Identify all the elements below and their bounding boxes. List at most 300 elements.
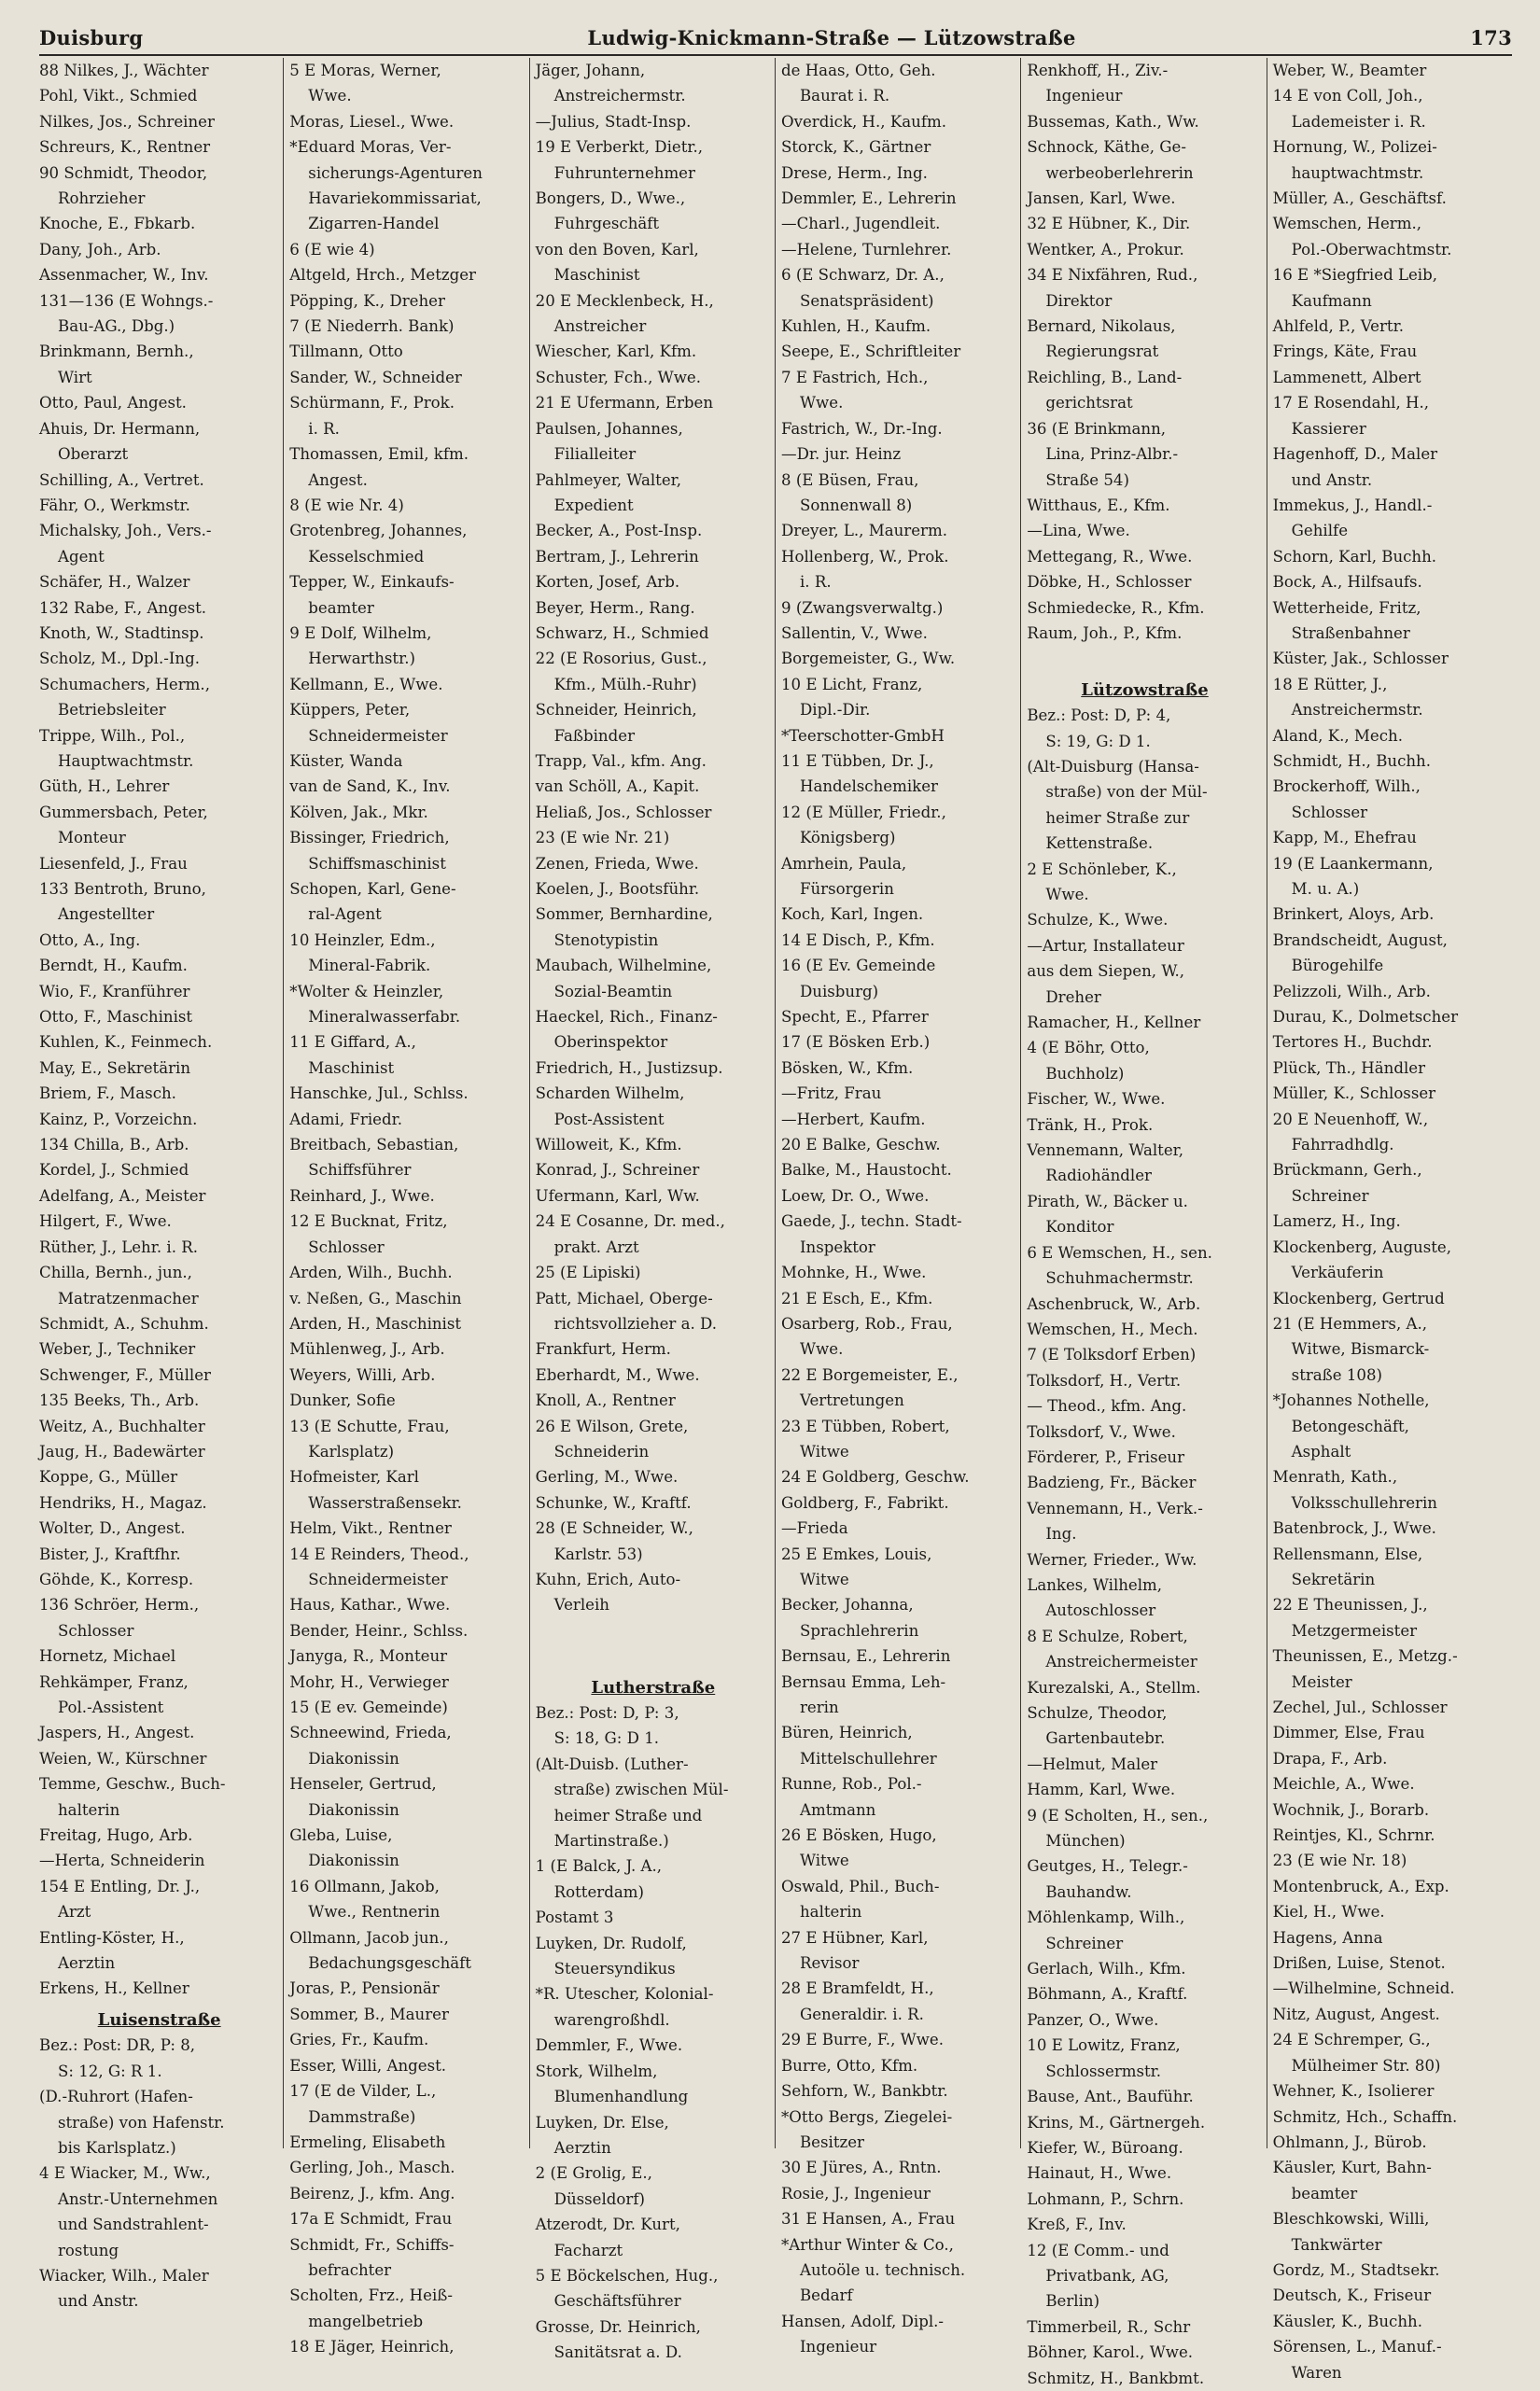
directory-entry: Zigarren-Handel xyxy=(308,215,440,233)
directory-entry: —Wilhelmine, Schneid. xyxy=(1272,1979,1455,1998)
directory-entry: Pohl, Vikt., Schmied xyxy=(39,87,198,105)
directory-entry: Bedachungsgeschäft xyxy=(308,1954,471,1973)
directory-entry: Oswald, Phil., Buch- xyxy=(780,1877,940,1895)
directory-entry: Gummersbach, Peter, xyxy=(39,803,208,821)
directory-entry: warengroßhdl. xyxy=(553,2010,670,2029)
directory-entry: Bedarf xyxy=(799,2286,853,2305)
directory-entry: —Dr. jur. Heinz xyxy=(780,445,902,464)
directory-entry: Brandscheidt, August, xyxy=(1272,930,1448,949)
directory-entry: Fischer, W., Wwe. xyxy=(1027,1090,1166,1109)
directory-entry: Schneidermeister xyxy=(308,1570,448,1588)
directory-entry: Rehkämper, Franz, xyxy=(39,1672,189,1691)
directory-entry: (D.-Ruhrort (Hafen- xyxy=(39,2088,193,2106)
directory-entry: Seepe, E., Schriftleiter xyxy=(780,343,961,361)
directory-entry: Ing. xyxy=(1045,1525,1077,1544)
directory-entry: —Frieda xyxy=(780,1519,848,1538)
directory-entry: *Teerschotter-GmbH xyxy=(780,726,945,745)
directory-entry: 6 E Wemschen, H., sen. xyxy=(1027,1243,1212,1262)
directory-entry: Witwe xyxy=(799,1852,849,1870)
directory-entry: Straße 54) xyxy=(1045,470,1129,489)
directory-entry: Stenotypistin xyxy=(553,930,659,949)
directory-entry: 11 E Giffard, A., xyxy=(289,1033,416,1052)
directory-entry: Aland, K., Mech. xyxy=(1272,726,1404,745)
directory-entry: Temme, Geschw., Buch- xyxy=(39,1775,226,1794)
directory-entry: Kaufmann xyxy=(1291,291,1372,310)
directory-entry: Mineral-Fabrik. xyxy=(308,957,431,975)
directory-entry: 7 (E Tolksdorf Erben) xyxy=(1027,1346,1197,1364)
directory-entry: Tolksdorf, H., Vertr. xyxy=(1027,1371,1182,1390)
directory-entry: Rosie, J., Ingenieur xyxy=(780,2184,931,2202)
directory-entry: Dreher xyxy=(1045,987,1101,1006)
directory-entry: von den Boven, Karl, xyxy=(535,240,699,259)
directory-entry: Generaldir. i. R. xyxy=(799,2005,924,2023)
directory-entry: Betriebsleiter xyxy=(58,701,166,720)
directory-entry: Jaspers, H., Angest. xyxy=(39,1724,195,1742)
directory-entry: Nilkes, Jos., Schreiner xyxy=(39,112,215,131)
directory-entry: Eberhardt, M., Wwe. xyxy=(535,1365,700,1384)
directory-entry: Tränk, H., Prok. xyxy=(1027,1115,1154,1134)
directory-entry: Briem, F., Masch. xyxy=(39,1084,176,1103)
directory-entry: Knoth, W., Stadtinsp. xyxy=(39,623,204,642)
directory-entry: Facharzt xyxy=(553,2241,623,2259)
directory-entry: Kainz, P., Vorzeichn. xyxy=(39,1110,198,1128)
directory-entry: Verkäuferin xyxy=(1291,1264,1384,1282)
directory-entry: Weien, W., Kürschner xyxy=(39,1749,207,1768)
directory-entry: Trapp, Val., kfm. Ang. xyxy=(535,751,707,770)
directory-entry: Scholz, M., Dpl.-Ing. xyxy=(39,650,201,668)
directory-entry: Mohr, H., Verwieger xyxy=(289,1672,449,1691)
directory-entry: 7 (E Niederrh. Bank) xyxy=(289,317,455,336)
directory-entry: Haeckel, Rich., Finanz- xyxy=(535,1008,718,1027)
directory-entry: halterin xyxy=(58,1800,120,1819)
directory-entry: Bau-AG., Dbg.) xyxy=(58,317,175,336)
directory-entry: Ermeling, Elisabeth xyxy=(289,2132,446,2151)
directory-entry: Privatbank, AG, xyxy=(1045,2266,1169,2285)
directory-entry: Baurat i. R. xyxy=(799,87,890,105)
directory-entry: Lamerz, H., Ing. xyxy=(1272,1212,1401,1231)
directory-entry: Jaug, H., Badewärter xyxy=(39,1442,205,1461)
directory-entry: S: 18, G: D 1. xyxy=(553,1729,660,1748)
directory-entry: 15 (E ev. Gemeinde) xyxy=(289,1699,448,1716)
directory-entry: Oberinspektor xyxy=(553,1033,668,1052)
directory-entry: Weyers, Willi, Arb. xyxy=(289,1365,436,1384)
column-1 xyxy=(39,58,283,2311)
directory-entry: Kiefer, W., Büroang. xyxy=(1027,2138,1183,2157)
directory-entry: Breitbach, Sebastian, xyxy=(289,1136,459,1154)
directory-entry: Hagens, Anna xyxy=(1272,1928,1383,1947)
directory-entry: Drißen, Luise, Stenot. xyxy=(1272,1954,1446,1973)
directory-entry: Betongeschäft, xyxy=(1291,1417,1409,1435)
directory-entry: 1 (E Balck, J. A., xyxy=(535,1857,663,1876)
directory-entry: Brockerhoff, Wilh., xyxy=(1272,777,1421,796)
directory-entry: 21 E Esch, E., Kfm. xyxy=(780,1289,933,1307)
directory-entry: Schäfer, H., Walzer xyxy=(39,573,190,592)
directory-entry: Aerztin xyxy=(58,1954,116,1973)
directory-entry: Havariekommissariat, xyxy=(308,189,482,208)
directory-entry: Brückmann, Gerh., xyxy=(1272,1161,1422,1180)
directory-entry: Schmidt, H., Buchh. xyxy=(1272,751,1432,770)
directory-entry: Hainaut, H., Wwe. xyxy=(1027,2164,1172,2183)
directory-entry: —Lina, Wwe. xyxy=(1027,522,1130,540)
directory-entry: S: 12, G: R 1. xyxy=(58,2062,162,2080)
directory-entry: Brinkert, Aloys, Arb. xyxy=(1272,905,1435,924)
directory-entry: *Arthur Winter & Co., xyxy=(780,2235,954,2254)
directory-entry: aus dem Siepen, W., xyxy=(1027,962,1185,981)
directory-entry: Besitzer xyxy=(799,2132,864,2151)
directory-entry: Hendriks, H., Magaz. xyxy=(39,1493,207,1512)
directory-entry: Arzt xyxy=(58,1903,91,1922)
directory-entry: Drapa, F., Arb. xyxy=(1272,1749,1388,1768)
directory-entry: Autoschlosser xyxy=(1045,1601,1156,1620)
directory-entry: Werner, Frieder., Ww. xyxy=(1027,1550,1197,1569)
directory-entry: Schilling, A., Vertret. xyxy=(39,470,204,489)
directory-entry: 17 E Rosendahl, H., xyxy=(1272,394,1430,412)
directory-entry: v. Neßen, G., Maschin xyxy=(289,1289,462,1307)
directory-entry: Lankes, Wilhelm, xyxy=(1027,1575,1163,1594)
directory-entry: 90 Schmidt, Theodor, xyxy=(39,163,208,182)
directory-entry: 133 Bentroth, Bruno, xyxy=(39,880,206,898)
directory-entry: 28 E Bramfeldt, H., xyxy=(780,1979,934,1998)
directory-entry: Demmler, F., Wwe. xyxy=(535,2036,683,2055)
directory-entry: de Haas, Otto, Geh. xyxy=(780,62,936,79)
directory-entry: 26 E Bösken, Hugo, xyxy=(780,1826,937,1845)
directory-entry: 23 E Tübben, Robert, xyxy=(780,1417,950,1435)
directory-entry: 10 E Licht, Franz, xyxy=(780,675,923,693)
directory-entry: Blumenhandlung xyxy=(553,2088,689,2106)
directory-entry: Rüther, J., Lehr. i. R. xyxy=(39,1237,199,1256)
directory-entry: halterin xyxy=(799,1903,862,1922)
directory-entry: *Otto Bergs, Ziegelei- xyxy=(780,2107,953,2126)
directory-entry: Mülheimer Str. 80) xyxy=(1291,2056,1441,2075)
directory-entry: Aerztin xyxy=(553,2138,611,2157)
directory-entry: Schmiedecke, R., Kfm. xyxy=(1027,598,1205,617)
directory-entry: 8 (E Büsen, Frau, xyxy=(780,470,919,489)
directory-entry: Friedrich, H., Justizsup. xyxy=(535,1058,723,1077)
directory-entry: Bernsau, E., Lehrerin xyxy=(780,1647,951,1666)
directory-entry: 20 E Mecklenbeck, H., xyxy=(535,291,714,310)
directory-entry: 18 E Jäger, Heinrich, xyxy=(289,2338,455,2356)
directory-entry: Thomassen, Emil, kfm. xyxy=(289,445,469,464)
directory-entry: sicherungs-Agenturen xyxy=(308,163,483,182)
directory-entry: Zenen, Frieda, Wwe. xyxy=(535,854,699,873)
directory-entry: Knoche, E., Fbkarb. xyxy=(39,215,196,233)
directory-entry: Postamt 3 xyxy=(535,1909,614,1927)
directory-entry: Döbke, H., Schlosser xyxy=(1027,573,1192,592)
directory-entry: Deutsch, K., Friseur xyxy=(1272,2286,1432,2305)
directory-entry: Kellmann, E., Wwe. xyxy=(289,675,443,693)
directory-entry: Vennemann, H., Verk.- xyxy=(1027,1499,1203,1517)
directory-entry: Runne, Rob., Pol.- xyxy=(780,1775,922,1794)
directory-entry: Ingenieur xyxy=(1045,87,1123,105)
directory-entry: Schorn, Karl, Buchh. xyxy=(1272,547,1437,566)
directory-entry: Dany, Joh., Arb. xyxy=(39,240,161,259)
directory-entry: Maschinist xyxy=(308,1058,395,1077)
directory-entry: Balke, M., Haustocht. xyxy=(780,1161,952,1180)
directory-entry: Diakonissin xyxy=(308,1852,399,1870)
directory-entry: Hofmeister, Karl xyxy=(289,1468,419,1487)
directory-entry: Kordel, J., Schmied xyxy=(39,1161,189,1180)
directory-entry: Renkhoff, H., Ziv.- xyxy=(1027,62,1169,79)
directory-entry: Haus, Kathar., Wwe. xyxy=(289,1596,451,1615)
directory-entry: Gries, Fr., Kaufm. xyxy=(289,2031,429,2049)
directory-entry: 14 E Reinders, Theod., xyxy=(289,1545,469,1563)
directory-entry: Pelizzoli, Wilh., Arb. xyxy=(1272,982,1431,1000)
directory-entry: Expedient xyxy=(553,496,634,514)
directory-entry: 22 E Borgemeister, E., xyxy=(780,1365,959,1384)
directory-entry: Meister xyxy=(1291,1672,1352,1691)
directory-entry: Geutges, H., Telegr.- xyxy=(1027,1857,1188,1876)
directory-entry: Trippe, Wilh., Pol., xyxy=(39,726,186,745)
directory-entry: Witwe, Bismarck- xyxy=(1291,1340,1430,1359)
directory-entry: Reinhard, J., Wwe. xyxy=(289,1186,435,1205)
directory-entry: Vennemann, Walter, xyxy=(1027,1141,1184,1160)
directory-entry: Möhlenkamp, Wilh., xyxy=(1027,1909,1185,1927)
directory-entry: 24 E Goldberg, Geschw. xyxy=(780,1468,970,1487)
directory-entry: Stork, Wilhelm, xyxy=(535,2062,658,2080)
directory-entry: i. R. xyxy=(308,419,340,438)
directory-entry: Jansen, Karl, Wwe. xyxy=(1027,189,1176,208)
directory-entry: 131—136 (E Wohngs.- xyxy=(39,291,214,310)
directory-entry: Gaede, J., techn. Stadt- xyxy=(780,1212,962,1231)
directory-entry: ral-Agent xyxy=(308,905,382,924)
directory-entry: Witthaus, E., Kfm. xyxy=(1027,496,1170,514)
directory-entry: Monteur xyxy=(58,829,126,847)
directory-entry: Schneewind, Frieda, xyxy=(289,1724,452,1742)
header-street-range: Ludwig-Knickmann-Straße — Lützowstraße xyxy=(587,26,1076,49)
directory-entry: Panzer, O., Wwe. xyxy=(1027,2010,1159,2029)
directory-entry: Goldberg, F., Fabrikt. xyxy=(780,1493,949,1512)
directory-entry: Mineralwasserfabr. xyxy=(308,1008,461,1027)
directory-entry: Jäger, Johann, xyxy=(535,62,646,79)
directory-entry: Schlosser xyxy=(308,1237,385,1256)
directory-entry: beamter xyxy=(1291,2184,1358,2202)
directory-entry: Bongers, D., Wwe., xyxy=(535,189,686,208)
directory-entry: Hagenhoff, D., Maler xyxy=(1272,445,1438,464)
directory-entry: Kapp, M., Ehefrau xyxy=(1272,829,1417,847)
directory-entry: Witwe xyxy=(799,1442,849,1461)
directory-entry: Schuhmachermstr. xyxy=(1045,1269,1194,1288)
directory-entry: Wwe. xyxy=(799,394,844,412)
directory-entry: Kuhlen, H., Kaufm. xyxy=(780,317,931,336)
directory-entry: Grotenbreg, Johannes, xyxy=(289,522,468,540)
directory-entry: Schulze, K., Wwe. xyxy=(1027,911,1169,930)
directory-entry: Mühlenweg, J., Arb. xyxy=(289,1340,445,1359)
directory-entry: Kiel, H., Wwe. xyxy=(1272,1903,1385,1922)
directory-entry: Luyken, Dr. Else, xyxy=(535,2113,669,2132)
directory-entry: 5 E Böckelschen, Hug., xyxy=(535,2266,719,2285)
directory-entry: Küppers, Peter, xyxy=(289,701,411,720)
directory-entry: gerichtsrat xyxy=(1045,394,1133,412)
directory-entry: Paulsen, Johannes, xyxy=(535,419,683,438)
directory-entry: Karlstr. 53) xyxy=(553,1545,643,1563)
directory-entry: Hansen, Adolf, Dipl.- xyxy=(780,2312,945,2330)
directory-entry: Sommer, B., Maurer xyxy=(289,2005,449,2023)
directory-entry: Schmidt, A., Schuhm. xyxy=(39,1314,209,1333)
directory-entry: befrachter xyxy=(308,2260,392,2279)
directory-entry: Bez.: Post: D, P: 4, xyxy=(1027,706,1171,725)
directory-entry: Wolter, D., Angest. xyxy=(39,1519,186,1538)
directory-entry: Radiohändler xyxy=(1045,1167,1152,1185)
directory-entry: 136 Schröer, Herm., xyxy=(39,1596,200,1615)
directory-entry: 2 (E Grolig, E., xyxy=(535,2164,652,2183)
directory-entry: Rellensmann, Else, xyxy=(1272,1545,1423,1563)
directory-entry: Dunker, Sofie xyxy=(289,1391,396,1410)
directory-entry: Schulze, Theodor, xyxy=(1027,1704,1168,1722)
directory-entry: 8 E Schulze, Robert, xyxy=(1027,1627,1188,1645)
directory-entry: Ahlfeld, P., Vertr. xyxy=(1272,317,1404,336)
directory-entry: Tankwärter xyxy=(1291,2235,1382,2254)
directory-entry: Angestellter xyxy=(58,905,155,924)
column-2 xyxy=(283,58,528,2356)
directory-entry: Wentker, A., Prokur. xyxy=(1027,240,1184,259)
directory-entry: Tillmann, Otto xyxy=(289,343,403,361)
directory-entry: Verleih xyxy=(553,1596,609,1615)
directory-entry: Loew, Dr. O., Wwe. xyxy=(780,1186,930,1205)
directory-entry: Brinkmann, Bernh., xyxy=(39,343,194,361)
directory-entry: straße) zwischen Mül- xyxy=(553,1781,729,1799)
directory-entry: hauptwachtmstr. xyxy=(1291,163,1424,182)
directory-entry: Lammenett, Albert xyxy=(1272,368,1421,386)
directory-entry: 22 (E Rosorius, Gust., xyxy=(535,650,707,668)
directory-entry: Schlosser xyxy=(1291,803,1368,821)
directory-entry: Klockenberg, Gertrud xyxy=(1272,1289,1445,1307)
directory-entry: Tepper, W., Einkaufs- xyxy=(289,573,455,592)
directory-entry: Rotterdam) xyxy=(553,1882,644,1901)
directory-entry: Hornetz, Michael xyxy=(39,1647,176,1666)
directory-entry: Bernsau Emma, Leh- xyxy=(780,1672,946,1691)
directory-entry: Käusler, K., Buchh. xyxy=(1272,2312,1422,2330)
directory-entry: Gleba, Luise, xyxy=(289,1826,393,1845)
directory-entry: Janyga, R., Monteur xyxy=(289,1647,448,1666)
directory-entry: Kurezalski, A., Stellm. xyxy=(1027,1678,1201,1697)
directory-entry: Schneidermeister xyxy=(308,726,448,745)
directory-entry: 17a E Schmidt, Frau xyxy=(289,2210,453,2229)
directory-entry: Scholten, Frz., Heiß- xyxy=(289,2286,453,2305)
directory-entry: Wemschen, Herm., xyxy=(1272,215,1421,233)
directory-entry: Storck, K., Gärtner xyxy=(780,138,931,157)
directory-entry: Arden, Wilh., Buchh. xyxy=(289,1264,453,1282)
street-heading: Lützowstraße xyxy=(1081,679,1209,700)
directory-entry: Knoll, A., Rentner xyxy=(535,1391,676,1410)
directory-entry: Pöpping, K., Dreher xyxy=(289,291,445,310)
directory-entry: 22 E Theunissen, J., xyxy=(1272,1596,1428,1615)
directory-entry: Regierungsrat xyxy=(1045,343,1159,361)
directory-entry: Frings, Käte, Frau xyxy=(1272,343,1418,361)
directory-entry: Willoweit, K., Kfm. xyxy=(535,1136,682,1154)
directory-entry: Ufermann, Karl, Ww. xyxy=(535,1186,700,1205)
directory-entry: Bez.: Post: D, P: 3, xyxy=(535,1704,679,1722)
directory-entry: 23 (E wie Nr. 21) xyxy=(535,829,670,847)
directory-entry: Koelen, J., Bootsführ. xyxy=(535,880,700,898)
directory-entry: Nitz, August, Angest. xyxy=(1272,2005,1440,2023)
directory-entry: Kettenstraße. xyxy=(1045,834,1154,853)
directory-entry: Kfm., Mülh.-Ruhr) xyxy=(553,675,697,693)
directory-entry: Sekretärin xyxy=(1291,1570,1376,1588)
directory-entry: 9 E Dolf, Wilhelm, xyxy=(289,623,432,642)
directory-entry: Asphalt xyxy=(1291,1442,1351,1461)
directory-entry: Bleschkowski, Willi, xyxy=(1272,2210,1430,2229)
directory-entry: Joras, P., Pensionär xyxy=(289,1979,440,1998)
directory-entry: Klockenberg, Auguste, xyxy=(1272,1237,1452,1256)
directory-entry: Esser, Willi, Angest. xyxy=(289,2056,447,2075)
directory-entry: Ramacher, H., Kellner xyxy=(1027,1014,1201,1032)
directory-entry: Timmerbeil, R., Schr xyxy=(1027,2317,1191,2336)
directory-entry: Dimmer, Else, Frau xyxy=(1272,1724,1425,1742)
directory-entry: werbeoberlehrerin xyxy=(1045,163,1194,182)
directory-entry: May, E., Sekretärin xyxy=(39,1058,191,1077)
directory-entry: Herwarthstr.) xyxy=(308,650,415,668)
directory-entry: Mohnke, H., Wwe. xyxy=(780,1264,927,1282)
directory-entry: Wwe. xyxy=(308,87,352,105)
directory-entry: Henseler, Gertrud, xyxy=(289,1775,437,1794)
directory-entry: Grosse, Dr. Heinrich, xyxy=(535,2317,701,2336)
directory-entry: Otto, F., Maschinist xyxy=(39,1008,193,1027)
directory-entry: Schmidt, Fr., Schiffs- xyxy=(289,2235,455,2254)
directory-entry: 26 E Wilson, Grete, xyxy=(535,1417,689,1435)
directory-entry: Schunke, W., Kraftf. xyxy=(535,1493,692,1512)
directory-entry: —Herbert, Kaufm. xyxy=(780,1110,926,1128)
directory-entry: 14 E von Coll, Joh., xyxy=(1272,87,1423,105)
directory-columns xyxy=(39,58,1512,2387)
directory-entry: Osarberg, Rob., Frau, xyxy=(780,1314,953,1333)
directory-entry: Reintjes, Kl., Schrnr. xyxy=(1272,1826,1435,1845)
directory-entry: Volksschullehrerin xyxy=(1291,1493,1437,1512)
directory-entry: Mittelschullehrer xyxy=(799,1749,937,1768)
directory-entry: Wiacker, Wilh., Maler xyxy=(39,2266,209,2285)
directory-entry xyxy=(536,1618,771,1643)
directory-entry: Erkens, H., Kellner xyxy=(39,1979,189,1998)
directory-entry: Anstr.-Unternehmen xyxy=(58,2189,218,2208)
directory-entry: Otto, A., Ing. xyxy=(39,930,141,949)
directory-entry: Schopen, Karl, Gene- xyxy=(289,880,456,898)
directory-entry: 24 E Cosanne, Dr. med., xyxy=(535,1212,725,1231)
directory-entry: Karlsplatz) xyxy=(308,1442,395,1461)
directory-entry: Schwarz, H., Schmied xyxy=(535,623,709,642)
directory-entry: *Eduard Moras, Ver- xyxy=(289,138,452,157)
directory-entry: Kuhlen, K., Feinmech. xyxy=(39,1033,213,1052)
directory-entry: Tertores H., Buchdr. xyxy=(1272,1033,1433,1052)
directory-entry: Wochnik, J., Borarb. xyxy=(1272,1800,1430,1819)
directory-entry: 134 Chilla, B., Arb. xyxy=(39,1136,189,1154)
directory-entry: Aschenbruck, W., Arb. xyxy=(1027,1294,1201,1313)
directory-entry: Overdick, H., Kaufm. xyxy=(780,112,946,131)
directory-entry: Autoöle u. technisch. xyxy=(799,2260,966,2279)
directory-entry: M. u. A.) xyxy=(1291,880,1360,898)
directory-entry: Amtmann xyxy=(799,1800,876,1819)
directory-entry: *Wolter & Heinzler, xyxy=(289,982,444,1000)
directory-entry: Hamm, Karl, Wwe. xyxy=(1027,1781,1176,1799)
directory-entry: Schreurs, K., Rentner xyxy=(39,138,211,157)
directory-entry: Kassierer xyxy=(1291,419,1366,438)
directory-entry: Krins, M., Gärtnergeh. xyxy=(1027,2113,1206,2132)
directory-entry: Kölven, Jak., Mkr. xyxy=(289,803,428,821)
directory-entry: Schneider, Heinrich, xyxy=(535,701,697,720)
directory-entry: Gordz, M., Stadtsekr. xyxy=(1272,2260,1440,2279)
directory-entry: 12 E Bucknat, Fritz, xyxy=(289,1212,448,1231)
directory-entry: Fähr, O., Werkmstr. xyxy=(39,496,190,514)
directory-entry: Koppe, G., Müller xyxy=(39,1468,178,1487)
directory-entry: Waren xyxy=(1291,2363,1342,2382)
directory-entry: Ingenieur xyxy=(799,2338,877,2356)
directory-entry: 25 E Emkes, Louis, xyxy=(780,1545,932,1563)
directory-entry: 154 E Entling, Dr. J., xyxy=(39,1877,201,1895)
directory-entry: Bender, Heinr., Schlss. xyxy=(289,1621,469,1640)
directory-entry: straße) von Hafenstr. xyxy=(58,2113,225,2132)
directory-entry: Pol.-Oberwachtmstr. xyxy=(1291,240,1452,259)
directory-entry: Helm, Vikt., Rentner xyxy=(289,1519,452,1538)
directory-entry: Konditor xyxy=(1045,1218,1114,1237)
directory-entry: München) xyxy=(1045,1832,1126,1851)
